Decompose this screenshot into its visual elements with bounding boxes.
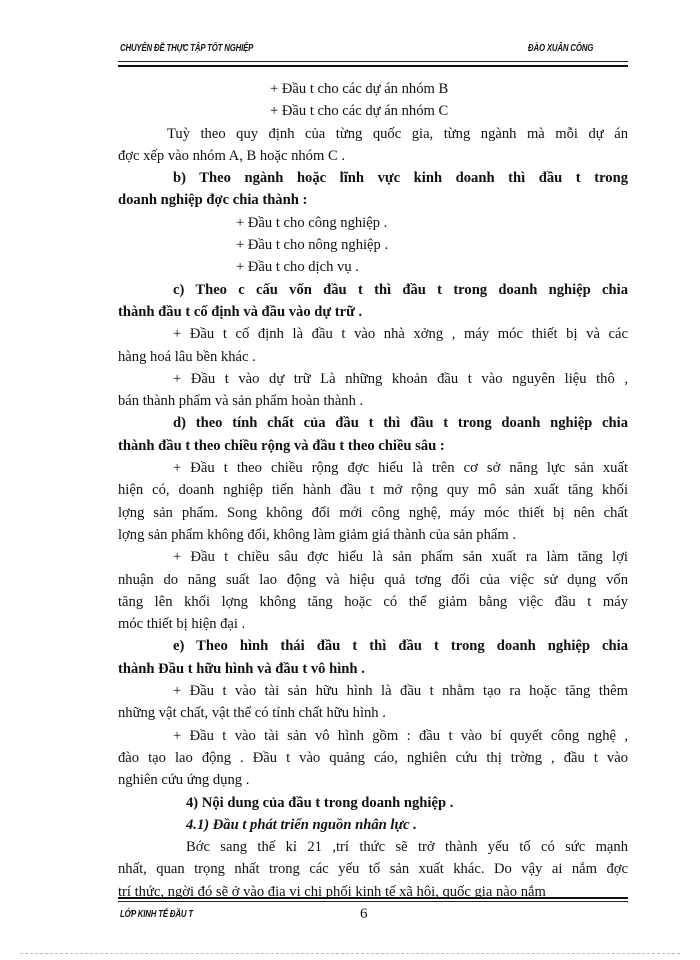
body-line: lợng sản phẩm không đổi, không làm giảm giá thành của sản phẩm . bbox=[118, 526, 517, 543]
header-rule-thin bbox=[118, 61, 628, 62]
body-line: + Đầu t chiều sâu đợc hiểu là sản phẩm sản xuất ra làm tăng lợi bbox=[173, 549, 628, 566]
body-line: + Đầu t cho công nghiệp . bbox=[236, 214, 388, 231]
section-heading-d: d) theo tính chất của đầu t thì đầu t trong doanh nghiệp chia bbox=[173, 415, 628, 432]
body-line: đào tạo lao động . Đầu t vào quảng cáo, nghiên cứu thị trờng , đầu t vào bbox=[118, 749, 628, 766]
body-line: + Đầu t cố định là đầu t vào nhà xởng , máy móc thiết bị và các bbox=[173, 326, 628, 343]
footer-rule-thick bbox=[118, 897, 628, 899]
body-line: nhuận do năng suất lao động và hiệu quả tơng đối của việc sử dụng vốn bbox=[118, 571, 628, 588]
body-line: tăng lên khối lợng không tăng hoặc có thể giảm bằng việc đầu t máy bbox=[118, 593, 628, 610]
section-heading-d-cont: thành đầu t theo chiều rộng và đầu t theo chiều sâu : bbox=[118, 437, 445, 454]
header-course-title: CHUYÊN ĐỀ THỰC TẬP TỐT NGHIỆP bbox=[120, 43, 254, 54]
footer-rule-thin bbox=[118, 901, 628, 902]
section-heading-c: c) Theo c cấu vốn đầu t thì đầu t trong doanh nghiệp chia bbox=[173, 281, 628, 298]
body-line: + Đầu t cho các dự án nhóm C bbox=[270, 103, 449, 120]
header-author-name: ĐÀO XUÂN CÔNG bbox=[528, 43, 594, 54]
body-line: hàng hoá lâu bền khác . bbox=[118, 348, 256, 365]
body-line: + Đầu t cho dịch vụ . bbox=[236, 259, 359, 276]
body-line: + Đầu t vào tài sản hữu hình là đầu t nhằm tạo ra hoặc tăng thêm bbox=[173, 683, 628, 700]
section-heading-4: 4) Nội dung của đầu t trong doanh nghiệp . bbox=[186, 794, 454, 811]
body-line: lợng sản phẩm. Song không đổi mới công nghệ, máy móc thiết bị nên chất bbox=[118, 504, 628, 521]
body-line: + Đầu t cho nông nghiệp . bbox=[236, 237, 389, 254]
page-break-divider bbox=[20, 953, 680, 954]
section-heading-c-cont: thành đầu t cố định và đầu vào dự trữ . bbox=[118, 303, 363, 320]
body-line: hiện có, doanh nghiệp tiến hành đầu t mở rộng quy mô sản xuất tăng khối bbox=[118, 482, 628, 499]
body-line: + Đầu t vào dự trữ Là những khoản đầu t vào nguyên liệu thô , bbox=[173, 370, 628, 387]
footer-class-name: LỚP KINH TẾ ĐẦU T bbox=[120, 909, 193, 920]
body-line: nghiên cứu ứng dụng . bbox=[118, 772, 250, 789]
body-line: bán thành phẩm và sản phẩm hoàn thành . bbox=[118, 393, 364, 410]
page-number: 6 bbox=[360, 906, 368, 922]
section-heading-e: e) Theo hình thái đầu t thì đầu t trong doanh nghiệp chia bbox=[173, 638, 628, 655]
subsection-heading-4-1: 4.1) Đầu t phát triển nguồn nhân lực . bbox=[186, 816, 417, 833]
body-line: + Đầu t cho các dự án nhóm B bbox=[270, 81, 449, 97]
body-line: Tuỳ theo quy định của từng quốc gia, từng ngành mà mỗi dự án bbox=[167, 125, 628, 142]
body-line: + Đầu t theo chiều rộng đợc hiểu là trên cơ sở năng lực sản xuất bbox=[173, 460, 628, 477]
body-line: + Đầu t vào tài sản vô hình gồm : đầu t vào bí quyết công nghệ , bbox=[173, 727, 628, 744]
body-line: đợc xếp vào nhóm A, B hoặc nhóm C . bbox=[118, 147, 346, 164]
body-line: Bớc sang thế kỉ 21 ,trí thức sẽ trở thành yếu tố có sức mạnh bbox=[186, 839, 628, 856]
body-line: những vật chất, vật thể có tính chất hữu hình . bbox=[118, 705, 386, 722]
section-heading-b-cont: doanh nghiệp đợc chia thành : bbox=[118, 192, 308, 209]
section-heading-e-cont: thành Đầu t hữu hình và đầu t vô hình . bbox=[118, 660, 365, 677]
body-line: trí thức, ngời đó sẽ ở vào địa vị chi phối kinh tế xã hội, quốc gia nào nắm bbox=[118, 883, 546, 900]
document-body bbox=[118, 78, 628, 903]
body-line: móc thiết bị hiện đại . bbox=[118, 616, 246, 633]
section-heading-b: b) Theo ngành hoặc lĩnh vực kinh doanh thì đầu t trong bbox=[173, 170, 628, 187]
header-rule-thick bbox=[118, 65, 628, 67]
body-line: nhất, quan trọng nhất trong các yếu tố sản xuất khác. Do vậy ai nắm đợc bbox=[118, 861, 628, 878]
